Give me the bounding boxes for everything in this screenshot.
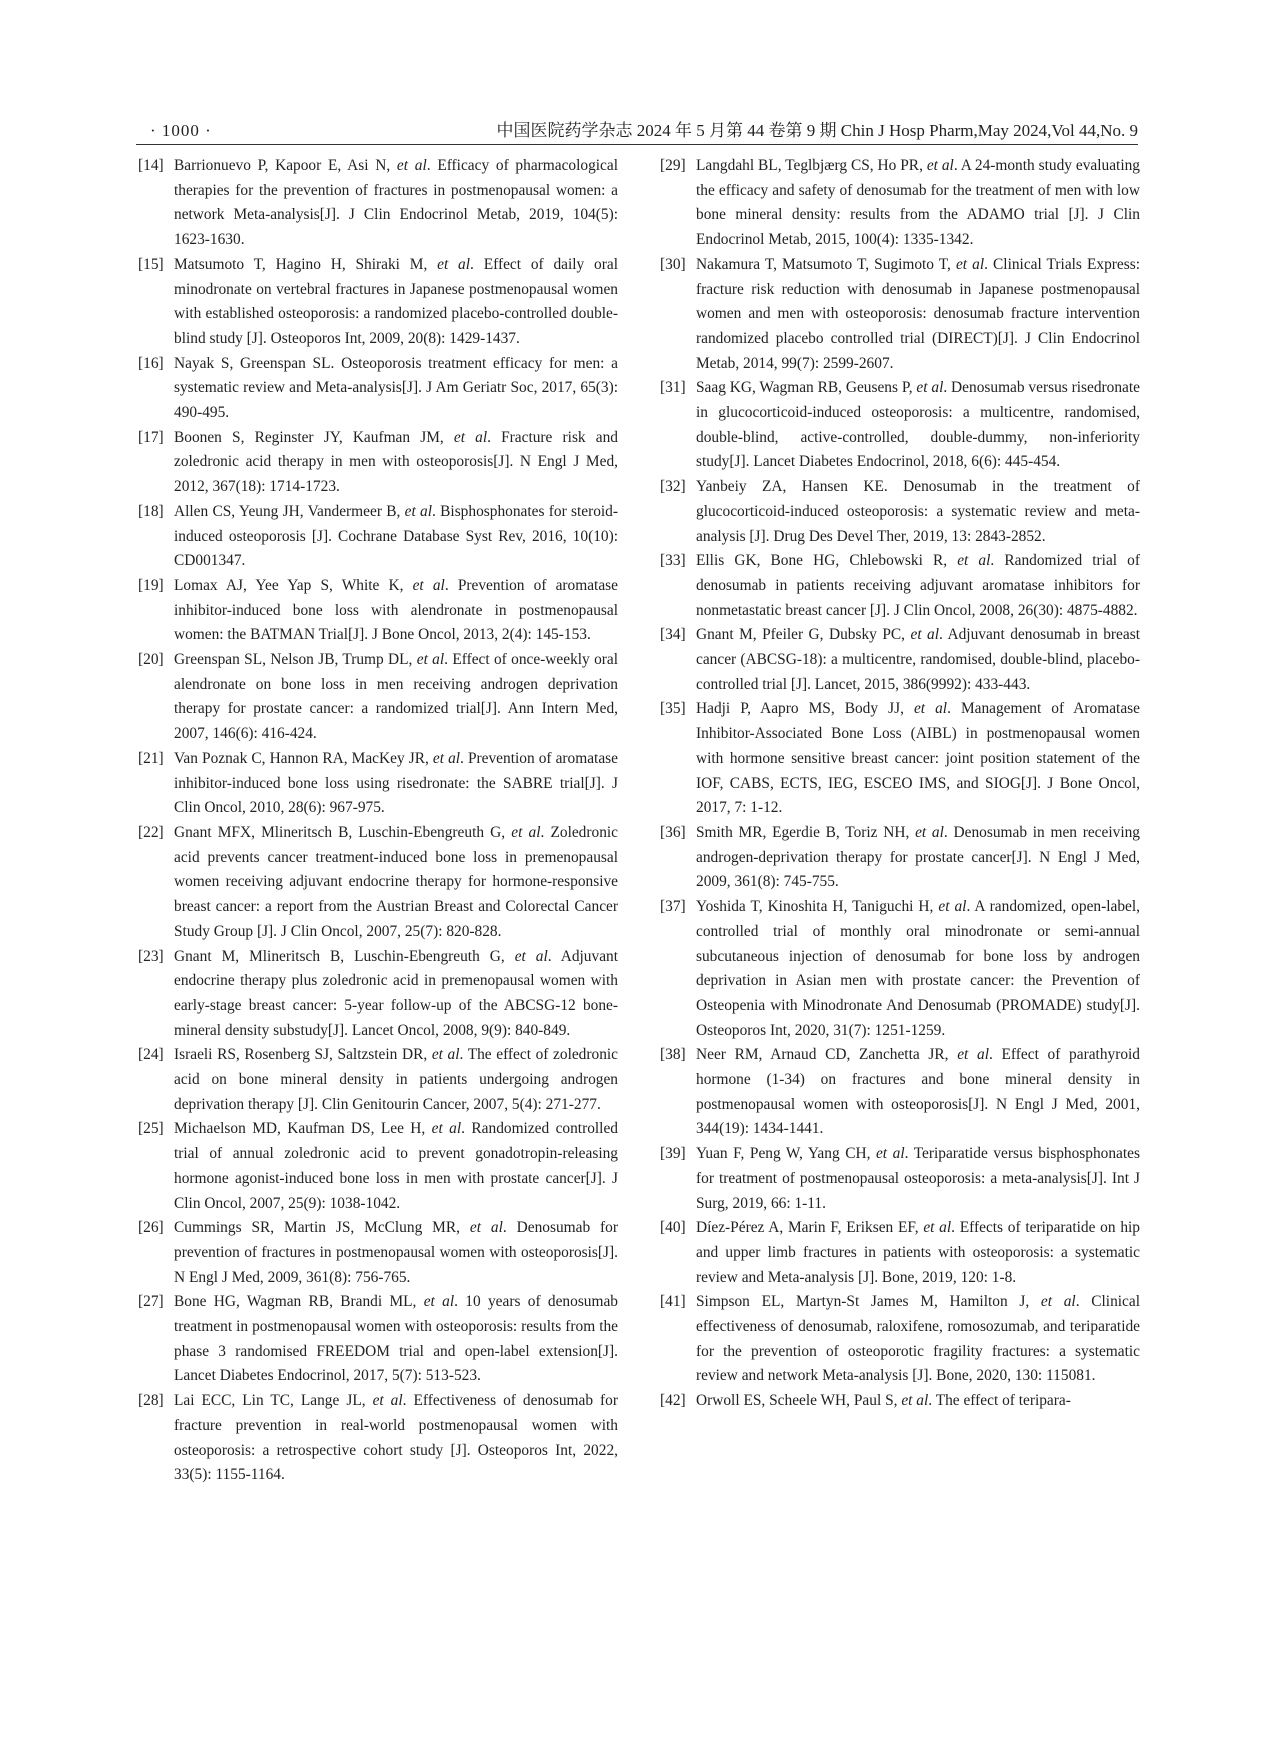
et-al: et al: [372, 1392, 403, 1410]
reference-text: [696, 475, 1140, 549]
reference-text: [696, 1389, 1140, 1414]
reference-number: [22]: [138, 823, 164, 841]
et-al: et al: [453, 428, 488, 446]
reference-text: [696, 549, 1140, 623]
reference-authors: Van Poznak C, Hannon RA, MacKey JR,: [174, 749, 433, 767]
reference-entry: [138, 648, 618, 747]
reference-details: . Denosumab versus risedronate in glucocorticoid-induced osteoporosis: a multicentre, randomised, double-blind, active-controlled, double-dummy, non-inferiority study[J]. Lancet Diabetes Endocrinol, 2018, 6(6): 445-454.: [696, 379, 1140, 471]
et-al: et al: [412, 576, 445, 594]
reference-details: . Effects of teriparatide on hip and upper limb fractures in patients with osteoporosis: a systematic review and Meta-analysis [J]. Bone, 2019, 120: 1-8.: [696, 1219, 1140, 1286]
reference-text: [696, 154, 1140, 253]
reference-entry: [138, 821, 618, 945]
reference-number: [35]: [660, 700, 686, 718]
reference-authors: Simpson EL, Martyn-St James M, Hamilton J,: [696, 1293, 1041, 1311]
reference-number: [29]: [660, 157, 686, 174]
reference-entry: [660, 475, 1140, 549]
reference-authors: Smith MR, Egerdie B, Toriz NH,: [696, 823, 916, 841]
reference-text: [696, 1216, 1140, 1290]
et-al: et al: [469, 1219, 503, 1237]
reference-number: [39]: [660, 1145, 686, 1163]
reference-entry: [138, 352, 618, 426]
et-al: et al: [957, 1046, 989, 1064]
running-header: [136, 118, 1138, 145]
reference-authors: Ellis GK, Bone HG, Chlebowski R,: [696, 552, 958, 570]
reference-details: . Clinical effectiveness of denosumab, raloxifene, romosozumab, and teriparatide for the prevention of osteoporotic fragility fractures: a systematic review and network Meta-analysis [J]. Bone, 2020, 130: 115081.: [696, 1293, 1140, 1385]
reference-number: [16]: [138, 354, 164, 372]
reference-text: [174, 500, 618, 574]
reference-details: . Denosumab for prevention of fractures in postmenopausal women with osteoporosis[J]. N Engl J Med, 2009, 361(8): 756-765.: [174, 1219, 618, 1286]
reference-number: [41]: [660, 1293, 686, 1311]
reference-entry: [660, 549, 1140, 623]
reference-number: [24]: [138, 1046, 164, 1064]
reference-authors: Saag KG, Wagman RB, Geusens P,: [696, 379, 917, 397]
reference-number: [34]: [660, 626, 686, 644]
reference-authors: Neer RM, Arnaud CD, Zanchetta JR,: [696, 1046, 958, 1064]
reference-number: [36]: [660, 823, 686, 841]
reference-number: [17]: [138, 428, 164, 446]
et-al: et al: [437, 255, 471, 273]
reference-number: [38]: [660, 1046, 686, 1064]
et-al: et al: [926, 157, 954, 174]
reference-details: . Prevention of aromatase inhibitor-induced bone loss using risedronate: the SABRE trial[J]. J Clin Oncol, 2010, 28(6): 967-975.: [174, 749, 618, 817]
reference-authors: Gnant M, Mlineritsch B, Luschin-Ebengreuth G,: [174, 947, 515, 965]
reference-authors: Cummings SR, Martin JS, McClung MR,: [174, 1219, 470, 1237]
reference-number: [30]: [660, 255, 686, 273]
reference-details: . Clinical Trials Express: fracture risk reduction with denosumab in Japanese postmenopausal women and men with osteoporosis: denosumab fracture intervention randomized placebo controlled trial (DIRECT)[J]. J Clin Endocrinol Metab, 2014, 99(7): 2599-2607.: [696, 255, 1140, 372]
reference-details: . A randomized, open-label, controlled trial of monthly oral minodronate or semi-annual subcutaneous injection of denosumab for bone loss by androgen deprivation in Asian men with prostate cancer: the Prevention of Osteopenia with Minodronate And Denosumab (PROMADE) study[J]. Osteoporos Int, 2020, 31(7): 1251-1259.: [696, 898, 1140, 1039]
reference-text: [696, 623, 1140, 697]
reference-text: [696, 1043, 1140, 1142]
reference-entry: [138, 253, 618, 352]
reference-authors: Boonen S, Reginster JY, Kaufman JM,: [174, 428, 454, 446]
reference-column-left: [138, 154, 618, 1488]
reference-details: . Effectiveness of denosumab for fracture prevention in real-world postmenopausal women with osteoporosis: a retrospective cohort study [J]. Osteoporos Int, 2022, 33(5): 1155-1164.: [174, 1392, 618, 1484]
reference-details: . A 24-month study evaluating the efficacy and safety of denosumab for the treatment of men with low bone mineral density: results from the ADAMO trial [J]. J Clin Endocrinol Metab, 2015, 100(4): 1335-1342.: [696, 157, 1140, 249]
reference-entry: [138, 747, 618, 821]
reference-entry: [660, 697, 1140, 821]
reference-entry: [138, 1290, 618, 1389]
et-al: et al: [916, 379, 944, 397]
reference-number: [40]: [660, 1219, 686, 1237]
reference-details: . Teriparatide versus bisphosphonates for treatment of postmenopausal osteoporosis: a meta-analysis[J]. Int J Surg, 2019, 66: 1-11.: [696, 1145, 1140, 1212]
reference-details: . Denosumab in men receiving androgen-deprivation therapy for prostate cancer[J]. N Engl J Med, 2009, 361(8): 745-755.: [696, 823, 1140, 891]
et-al: et al: [396, 157, 427, 174]
reference-text: [174, 747, 618, 821]
reference-authors: Orwoll ES, Scheele WH, Paul S,: [696, 1392, 902, 1410]
reference-authors: Gnant MFX, Mlineritsch B, Luschin-Ebengreuth G,: [174, 823, 512, 841]
reference-column-right: [660, 154, 1140, 1414]
et-al: et al: [1040, 1293, 1076, 1311]
reference-entry: [660, 376, 1140, 475]
reference-entry: [138, 1389, 618, 1488]
reference-text: [174, 154, 618, 253]
reference-details: . Randomized controlled trial of annual zoledronic acid to prevent gonadotropin-releasing hormone agonist-induced bone loss in men with prostate cancer[J]. J Clin Oncol, 2007, 25(9): 1038-1042.: [174, 1120, 618, 1212]
page-number: · 1000 ·: [150, 121, 212, 140]
reference-number: [32]: [660, 478, 686, 496]
reference-number: [19]: [138, 576, 164, 594]
reference-authors: Lomax AJ, Yee Yap S, White K,: [174, 576, 413, 594]
reference-details: . Bisphosphonates for steroid-induced osteoporosis [J]. Cochrane Database Syst Rev, 2016, 10(10): CD001347.: [174, 502, 618, 570]
reference-authors: Bone HG, Wagman RB, Brandi ML,: [174, 1293, 424, 1311]
et-al: et al: [423, 1293, 455, 1311]
et-al: et al: [875, 1145, 905, 1163]
reference-details: . 10 years of denosumab treatment in postmenopausal women with osteoporosis: results from the phase 3 randomised FREEDOM trial and open-label extension[J]. Lancet Diabetes Endocrinol, 2017, 5(7): 513-523.: [174, 1293, 618, 1385]
reference-details: . Management of Aromatase Inhibitor-Associated Bone Loss (AIBL) in postmenopausal women with hormone sensitive breast cancer: joint position statement of the IOF, CABS, ECTS, IEG, ESCEO IMS, and SIOG[J]. J Bone Oncol, 2017, 7: 1-12.: [696, 700, 1140, 817]
reference-text: [696, 821, 1140, 895]
reference-text: [174, 945, 618, 1044]
reference-details: . Effect of parathyroid hormone (1-34) on fractures and bone mineral density in postmenopausal women with osteoporosis[J]. N Engl J Med, 2001, 344(19): 1434-1441.: [696, 1046, 1140, 1138]
reference-text: [696, 253, 1140, 377]
reference-entry: [660, 623, 1140, 697]
reference-details: . Prevention of aromatase inhibitor-induced bone loss with alendronate in postmenopausal women: the BATMAN Trial[J]. J Bone Oncol, 2013, 2(4): 145-153.: [174, 576, 618, 644]
reference-details: . Fracture risk and zoledronic acid therapy in men with osteoporosis[J]. N Engl J Med, 2012, 367(18): 1714-1723.: [174, 428, 618, 496]
reference-number: [31]: [660, 379, 686, 397]
reference-authors: Nakamura T, Matsumoto T, Sugimoto T,: [696, 255, 956, 273]
reference-number: [42]: [660, 1392, 686, 1410]
et-al: et al: [915, 823, 944, 841]
reference-entry: [660, 1043, 1140, 1142]
reference-details: . The effect of zoledronic acid on bone mineral density in patients undergoing androgen deprivation therapy [J]. Clin Genitourin Cancer, 2007, 5(4): 271-277.: [174, 1046, 618, 1113]
reference-entry: [660, 1290, 1140, 1389]
reference-entry: [138, 1043, 618, 1117]
reference-entry: [660, 1216, 1140, 1290]
reference-entry: [138, 1216, 618, 1290]
et-al: et al: [431, 1046, 460, 1064]
reference-number: [28]: [138, 1392, 164, 1410]
reference-entry: [660, 1389, 1140, 1414]
reference-entry: [660, 895, 1140, 1043]
reference-text: [696, 697, 1140, 821]
reference-entry: [138, 945, 618, 1044]
et-al: et al: [511, 823, 541, 841]
reference-entry: [138, 1117, 618, 1216]
reference-text: [174, 1389, 618, 1488]
reference-entry: [138, 574, 618, 648]
reference-number: [21]: [138, 749, 164, 767]
et-al: et al: [910, 626, 940, 644]
reference-text: [174, 574, 618, 648]
reference-text: [696, 1142, 1140, 1216]
reference-authors: Barrionuevo P, Kapoor E, Asi N,: [174, 157, 397, 174]
reference-number: [15]: [138, 255, 164, 273]
et-al: et al: [923, 1219, 952, 1237]
reference-authors: Michaelson MD, Kaufman DS, Lee H,: [174, 1120, 432, 1138]
reference-text: [696, 376, 1140, 475]
reference-number: [18]: [138, 502, 164, 520]
reference-details: . Efficacy of pharmacological therapies for the prevention of fractures in postmenopausal women: a network Meta-analysis[J]. J Clin Endocrinol Metab, 2019, 104(5): 1623-1630.: [174, 157, 618, 249]
reference-details: . Effect of once-weekly oral alendronate on bone loss in men receiving androgen deprivation therapy for prostate cancer: a randomized trial[J]. Ann Intern Med, 2007, 146(6): 416-424.: [174, 651, 619, 743]
reference-text: [174, 1290, 618, 1389]
reference-text: [174, 821, 618, 945]
journal-citation-line: 中国医院药学杂志 2024 年 5 月第 44 卷第 9 期 Chin J Hosp Pharm,May 2024,Vol 44,No. 9: [496, 121, 1138, 140]
et-al: et al: [514, 947, 548, 965]
reference-authors: Allen CS, Yeung JH, Vandermeer B,: [174, 502, 405, 520]
reference-text: [174, 1043, 618, 1117]
reference-authors: Lai ECC, Lin TC, Lange JL,: [174, 1392, 373, 1410]
reference-authors: Díez-Pérez A, Marin F, Eriksen EF,: [696, 1219, 924, 1237]
reference-number: [37]: [660, 898, 686, 916]
reference-authors: Langdahl BL, Teglbjærg CS, Ho PR,: [696, 157, 927, 174]
reference-number: [26]: [138, 1219, 164, 1237]
reference-authors: Gnant M, Pfeiler G, Dubsky PC,: [696, 626, 911, 644]
reference-text: [174, 352, 618, 426]
reference-text: [174, 253, 618, 352]
et-al: et al: [431, 1120, 462, 1138]
reference-text: [174, 1117, 618, 1216]
reference-authors: Yoshida T, Kinoshita H, Taniguchi H,: [696, 898, 939, 916]
et-al: et al: [404, 502, 433, 520]
reference-authors: Nayak S, Greenspan SL. Osteoporosis treatment efficacy for men: a systematic review and Meta-analysis[J]. J Am Geriatr Soc, 2017, 65(3): 490-495.: [174, 354, 618, 422]
reference-details: . Adjuvant endocrine therapy plus zoledronic acid in premenopausal women with early-stage breast cancer: 5-year follow-up of the ABCSG-12 bone-mineral density substudy[J]. Lancet Oncol, 2008, 9(9): 840-849.: [174, 947, 619, 1039]
et-al: et al: [957, 552, 991, 570]
reference-number: [14]: [138, 157, 164, 174]
reference-details: . Effect of daily oral minodronate on vertebral fractures in Japanese postmenopausal women with established osteoporosis: a randomized placebo-controlled double-blind study [J]. Osteoporos Int, 2009, 20(8): 1429-1437.: [174, 255, 618, 347]
et-al: et al: [432, 749, 461, 767]
reference-text: [696, 1290, 1140, 1389]
reference-entry: [138, 426, 618, 500]
reference-authors: Greenspan SL, Nelson JB, Trump DL,: [174, 651, 417, 669]
reference-details: . Zoledronic acid prevents cancer treatment-induced bone loss in premenopausal women receiving adjuvant endocrine therapy for hormone-responsive breast cancer: a report from the Austrian Breast and Colorectal Cancer Study Group [J]. J Clin Oncol, 2007, 25(7): 820-828.: [174, 823, 618, 940]
et-al: et al: [901, 1392, 929, 1410]
et-al: et al: [913, 700, 948, 718]
reference-entry: [660, 821, 1140, 895]
reference-entry: [660, 253, 1140, 377]
et-al: et al: [955, 255, 985, 273]
reference-authors: Matsumoto T, Hagino H, Shiraki M,: [174, 255, 438, 273]
reference-entry: [660, 154, 1140, 253]
reference-authors: Hadji P, Aapro MS, Body JJ,: [696, 700, 914, 718]
reference-details: . Adjuvant denosumab in breast cancer (ABCSG-18): a multicentre, randomised, double-blind, placebo-controlled trial [J]. Lancet, 2015, 386(9992): 433-443.: [696, 626, 1140, 693]
reference-number: [20]: [138, 651, 164, 669]
reference-number: [33]: [660, 552, 686, 570]
reference-number: [27]: [138, 1293, 164, 1311]
et-al: et al: [416, 651, 445, 669]
reference-authors: Israeli RS, Rosenberg SJ, Saltzstein DR,: [174, 1046, 432, 1064]
reference-text: [696, 895, 1140, 1043]
reference-entry: [138, 500, 618, 574]
reference-details: . The effect of teripara-: [928, 1392, 1071, 1410]
et-al: et al: [938, 898, 967, 916]
reference-authors: Yuan F, Peng W, Yang CH,: [696, 1145, 876, 1163]
reference-entry: [138, 154, 618, 253]
reference-text: [174, 426, 618, 500]
reference-text: [174, 1216, 618, 1290]
reference-details: . Randomized trial of denosumab in patients receiving adjuvant aromatase inhibitors for nonmetastatic breast cancer [J]. J Clin Oncol, 2008, 26(30): 4875-4882.: [696, 552, 1140, 619]
reference-entry: [660, 1142, 1140, 1216]
reference-number: [25]: [138, 1120, 164, 1138]
reference-number: [23]: [138, 947, 164, 965]
reference-authors: Yanbeiy ZA, Hansen KE. Denosumab in the treatment of glucocorticoid-induced osteoporosis: a systematic review and meta-analysis [J]. Drug Des Devel Ther, 2019, 13: 2843-2852.: [696, 478, 1140, 545]
reference-text: [174, 648, 618, 747]
